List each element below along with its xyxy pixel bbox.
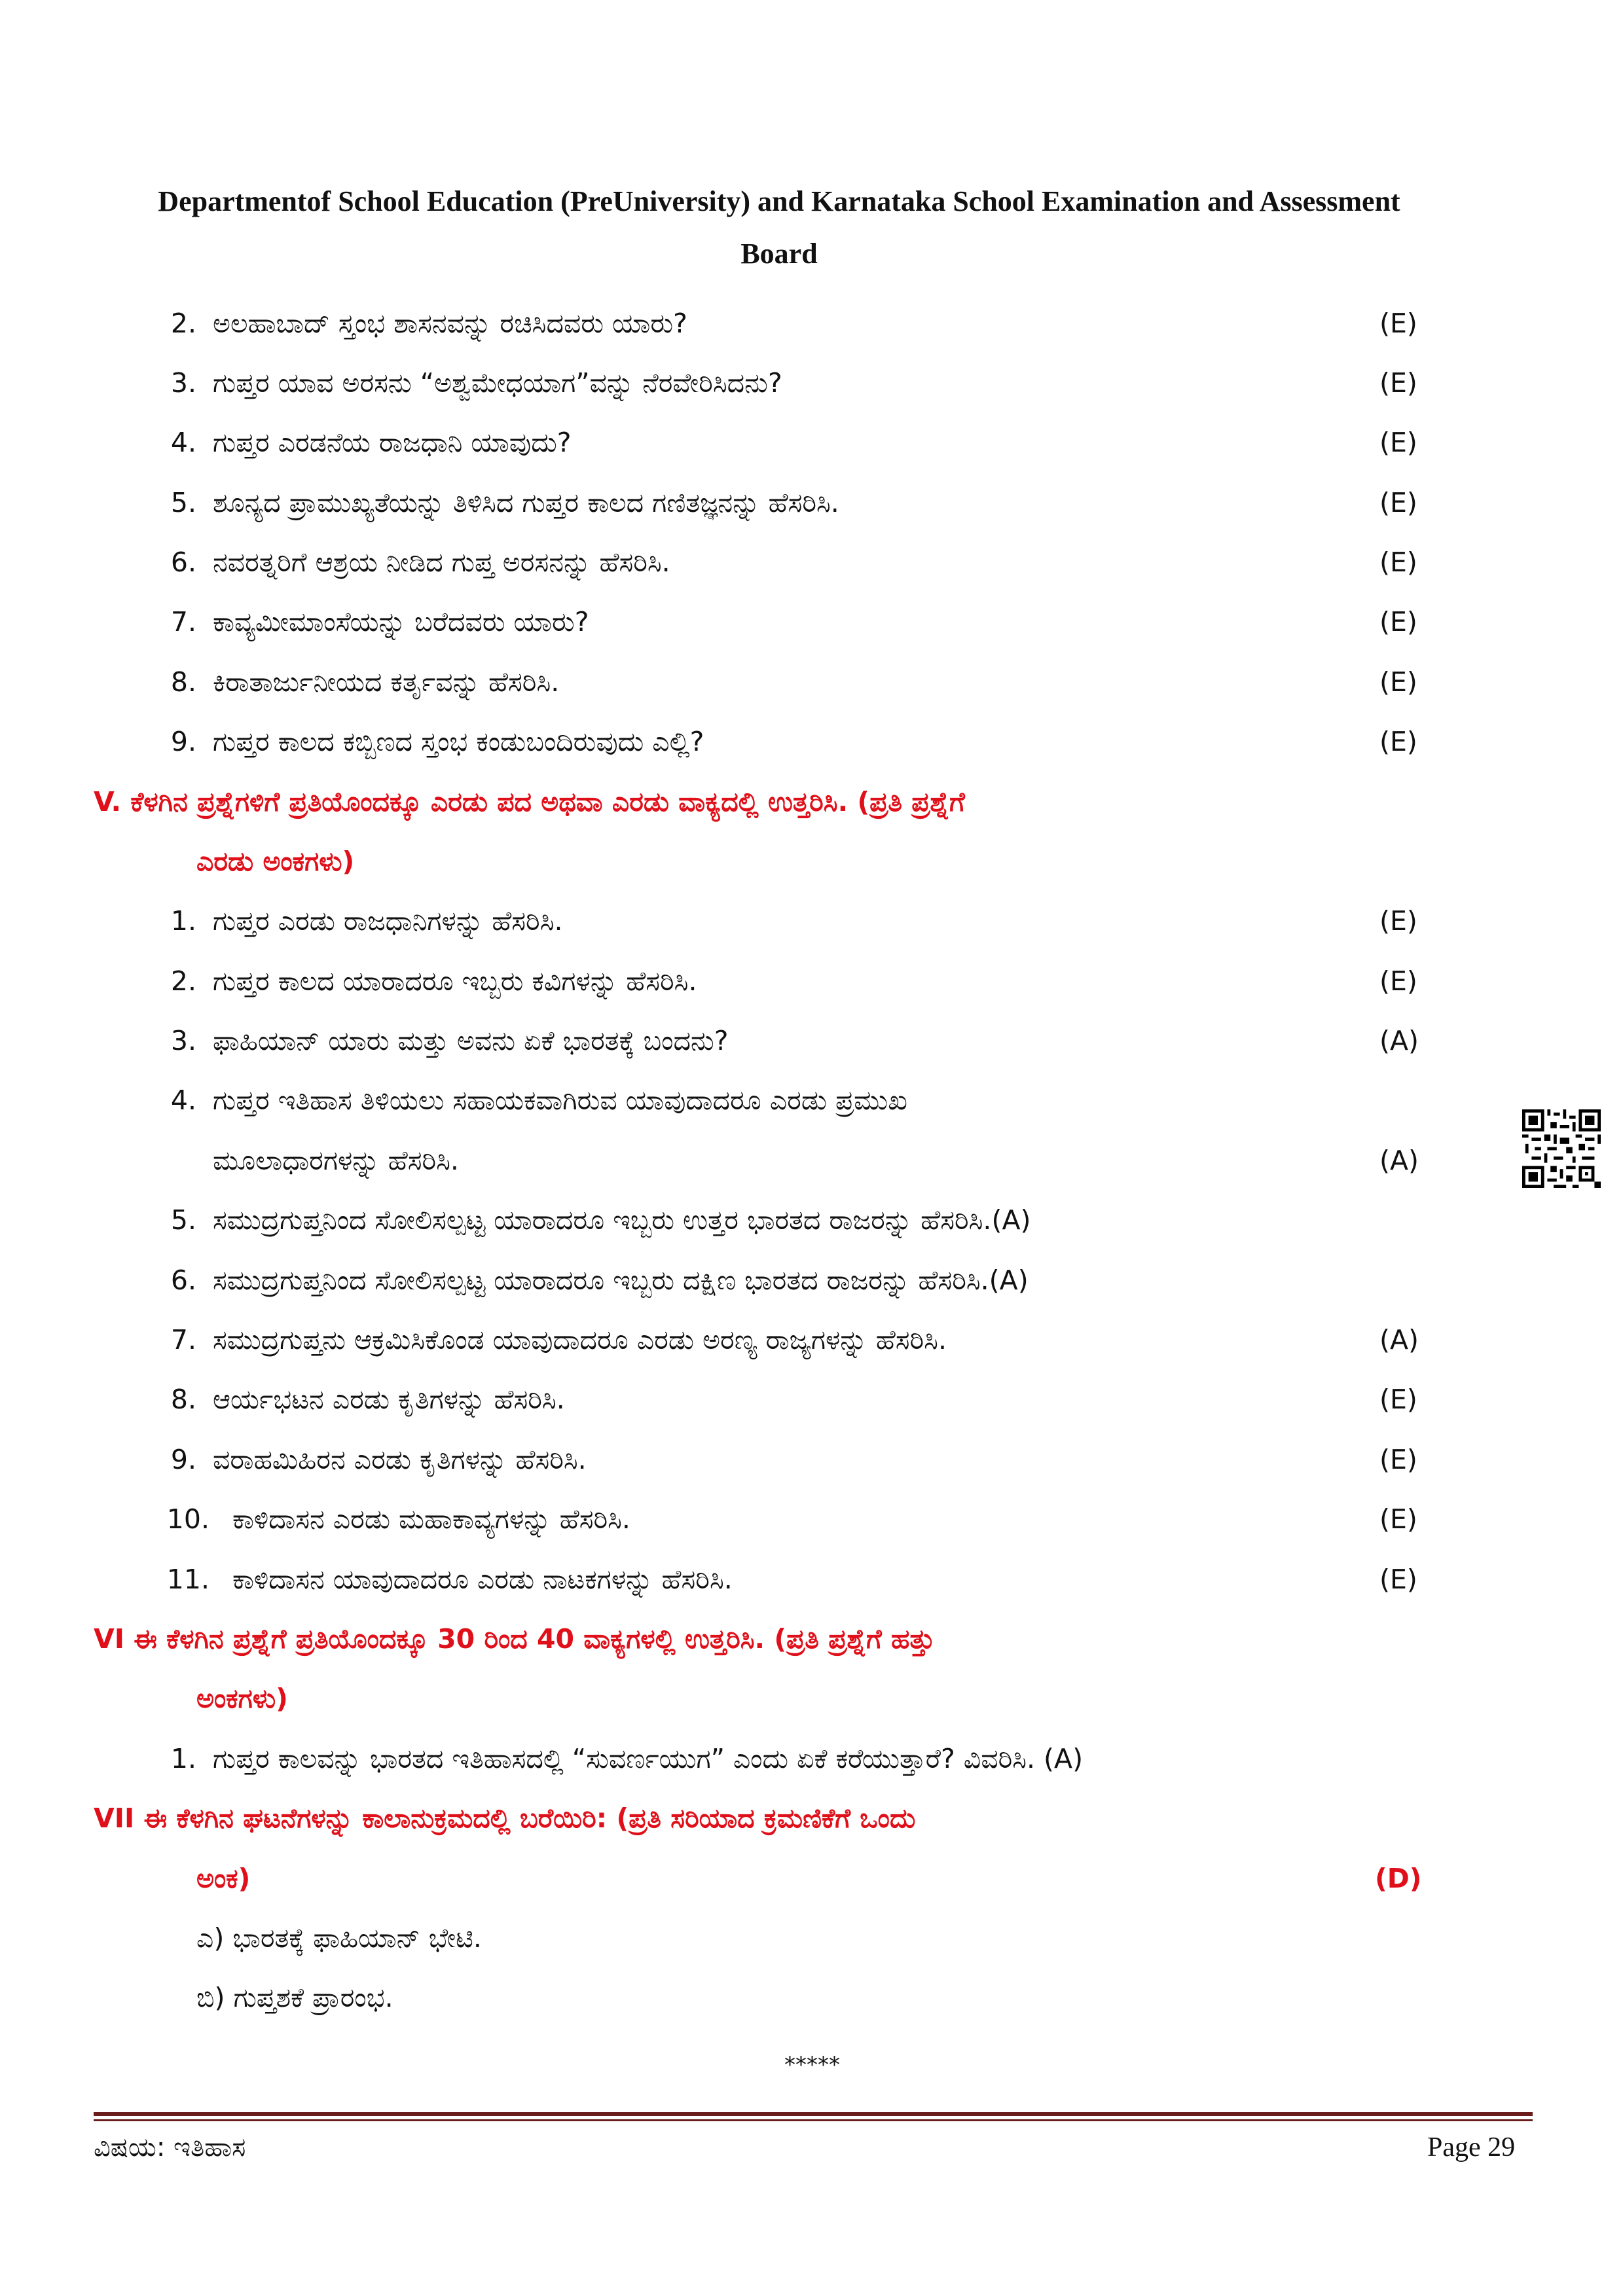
question-number: 6. [170,1265,196,1296]
question-text: ವರಾಹಮಿಹಿರನ ಎರಡು ಕೃತಿಗಳನ್ನು ಹೆಸರಿಸಿ. [213,1444,587,1475]
question-number: 3. [170,367,196,399]
question-text: ಗುಪ್ತರ ಕಾಲದ ಕಬ್ಬಿಣದ ಸ್ತಂಭ ಕಂಡುಬಂದಿರುವುದು ಎಲ್ಲಿ? [213,726,704,757]
question-number: 3. [170,1025,196,1056]
question-text: ಗುಪ್ತರ ಯಾವ ಅರಸನು “ಅಶ್ವಮೇಧಯಾಗ”ವನ್ನು ನೆರವೇರಿಸಿದನು? [213,367,782,399]
question-tag: (E) [1379,547,1417,578]
question-text: ಗುಪ್ತರ ಇತಿಹಾಸ ತಿಳಿಯಲು ಸಹಾಯಕವಾಗಿರುವ ಯಾವುದಾದರೂ ಎರಡು ಪ್ರಮುಖ [213,1085,908,1116]
footer-rule-thin [94,2119,1533,2121]
question-tag: (E) [1379,487,1417,518]
question-tag: (E) [1379,427,1417,458]
header-line-1: Departmentof School Education (PreUniversity) and Karnataka School Examination and Assessment [158,185,1400,217]
question-number: 2. [170,965,196,997]
qr-code-icon [1522,1109,1601,1188]
page-number: Page 29 [1427,2132,1516,2162]
section-v-heading-line-2: ಎರಡು ಅಂಕಗಳು) [196,846,355,877]
question-text: ಸಮುದ್ರಗುಪ್ತನು ಆಕ್ರಮಿಸಿಕೊಂಡ ಯಾವುದಾದರೂ ಎರಡು ಅರಣ್ಯ ರಾಜ್ಯಗಳನ್ನು ಹೆಸರಿಸಿ. [213,1324,947,1355]
question-tag: (A) [1379,1025,1419,1056]
ordering-item-a: ಎ) ಭಾರತಕ್ಕೆ ಫಾಹಿಯಾನ್ ಭೇಟಿ. [196,1922,482,1954]
question-number: 1. [170,1743,196,1774]
header-line-2: Board [740,238,818,270]
question-number: 2. [170,308,196,339]
question-text: ಸಮುದ್ರಗುಪ್ತನಿಂದ ಸೋಲಿಸಲ್ಪಟ್ಟ ಯಾರಾದರೂ ಇಬ್ಬರು ಉತ್ತರ ಭಾರತದ ರಾಜರನ್ನು ಹೆಸರಿಸಿ.(A) [213,1204,1031,1236]
question-text: ಸಮುದ್ರಗುಪ್ತನಿಂದ ಸೋಲಿಸಲ್ಪಟ್ಟ ಯಾರಾದರೂ ಇಬ್ಬರು ದಕ್ಷಿಣ ಭಾರತದ ರಾಜರನ್ನು ಹೆಸರಿಸಿ.(A) [213,1265,1029,1296]
ordering-item-b: ಬಿ) ಗುಪ್ತಶಕೆ ಪ್ರಾರಂಭ. [196,1982,393,2013]
question-number: 7. [170,606,196,637]
question-number: 9. [170,726,196,757]
question-number: 4. [170,427,196,458]
question-number: 9. [170,1444,196,1475]
question-text: ಆರ್ಯಭಟನ ಎರಡು ಕೃತಿಗಳನ್ನು ಹೆಸರಿಸಿ. [213,1384,565,1415]
question-number: 5. [170,487,196,518]
question-tag: (E) [1379,1564,1417,1595]
question-text: ಕಾಳಿದಾಸನ ಯಾವುದಾದರೂ ಎರಡು ನಾಟಕಗಳನ್ನು ಹೆಸರಿಸಿ. [232,1564,733,1595]
question-text: ನವರತ್ನರಿಗೆ ಆಶ್ರಯ ನೀಡಿದ ಗುಪ್ತ ಅರಸನನ್ನು ಹೆಸರಿಸಿ. [213,547,670,578]
question-number: 7. [170,1324,196,1355]
question-tag: (E) [1379,367,1417,399]
question-tag: (E) [1379,1444,1417,1475]
question-text: ಕಿರಾತಾರ್ಜುನೀಯದ ಕರ್ತೃವನ್ನು ಹೆಸರಿಸಿ. [213,666,560,698]
section-vi-heading-line-1: VI ಈ ಕೆಳಗಿನ ಪ್ರಶ್ನೆಗೆ ಪ್ರತಿಯೊಂದಕ್ಕೂ 30 ರಿಂದ 40 ವಾಕ್ಯಗಳಲ್ಲಿ ಉತ್ತರಿಸಿ. (ಪ್ರತಿ ಪ್ರಶ್ನೆಗೆ ಹತ್ತು [94,1623,935,1655]
question-tag: (E) [1379,308,1417,339]
section-vii-heading-line-1: VII ಈ ಕೆಳಗಿನ ಘಟನೆಗಳನ್ನು ಕಾಲಾನುಕ್ರಮದಲ್ಲಿ ಬರೆಯಿರಿ: (ಪ್ರತಿ ಸರಿಯಾದ ಕ್ರಮಣಿಕೆಗೆ ಒಂದು [94,1803,916,1834]
question-tag: (E) [1379,666,1417,698]
question-number: 4. [170,1085,196,1116]
question-text: ಶೂನ್ಯದ ಪ್ರಾಮುಖ್ಯತೆಯನ್ನು ತಿಳಿಸಿದ ಗುಪ್ತರ ಕಾಲದ ಗಣಿತಜ್ಞನನ್ನು ಹೆಸರಿಸಿ. [213,487,839,518]
question-number: 11. [166,1564,210,1595]
question-text: ಗುಪ್ತರ ಕಾಲದ ಯಾರಾದರೂ ಇಬ್ಬರು ಕವಿಗಳನ್ನು ಹೆಸರಿಸಿ. [213,965,697,997]
question-number: 5. [170,1204,196,1236]
section-vii-tag: (D) [1375,1863,1422,1894]
question-number: 8. [170,1384,196,1415]
question-tag: (E) [1379,606,1417,637]
footer-rule-thick [94,2112,1533,2116]
question-text: ಕಾಳಿದಾಸನ ಎರಡು ಮಹಾಕಾವ್ಯಗಳನ್ನು ಹೆಸರಿಸಿ. [232,1503,630,1535]
question-number: 10. [166,1503,210,1535]
question-number: 8. [170,666,196,698]
question-tag: (E) [1379,905,1417,937]
footer-subject: ವಿಷಯ: ಇತಿಹಾಸ [94,2132,246,2162]
question-number: 6. [170,547,196,578]
question-text: ಗುಪ್ತರ ಎರಡನೆಯ ರಾಜಧಾನಿ ಯಾವುದು? [213,427,572,458]
question-tag: (A) [1379,1145,1419,1176]
question-tag: (E) [1379,965,1417,997]
question-text: ಗುಪ್ತರ ಎರಡು ರಾಜಧಾನಿಗಳನ್ನು ಹೆಸರಿಸಿ. [213,905,563,937]
question-text: ಫಾಹಿಯಾನ್ ಯಾರು ಮತ್ತು ಅವನು ಏಕೆ ಭಾರತಕ್ಕೆ ಬಂದನು? [213,1025,729,1056]
question-tag: (E) [1379,726,1417,757]
question-text: ಮೂಲಾಧಾರಗಳನ್ನು ಹೆಸರಿಸಿ. [213,1145,459,1176]
question-text: ಕಾವ್ಯಮೀಮಾಂಸೆಯನ್ನು ಬರೆದವರು ಯಾರು? [213,606,589,637]
question-tag: (E) [1379,1384,1417,1415]
question-number: 1. [170,905,196,937]
page-header [0,175,1558,280]
question-tag: (E) [1379,1503,1417,1535]
section-vi-heading-line-2: ಅಂಕಗಳು) [196,1683,288,1714]
section-vii-heading-line-2: ಅಂಕ) [196,1863,251,1894]
end-marker: ***** [784,2052,840,2078]
question-tag: (A) [1379,1324,1419,1355]
section-v-heading-line-1: V. ಕೆಳಗಿನ ಪ್ರಶ್ನೆಗಳಿಗೆ ಪ್ರತಿಯೊಂದಕ್ಕೂ ಎರಡು ಪದ ಅಥವಾ ಎರಡು ವಾಕ್ಯದಲ್ಲಿ ಉತ್ತರಿಸಿ. (ಪ್ರತಿ ಪ್ರಶ್ನೆಗೆ [94,786,965,817]
question-text: ಅಲಹಾಬಾದ್ ಸ್ತಂಭ ಶಾಸನವನ್ನು ರಚಿಸಿದವರು ಯಾರು? [213,308,687,339]
question-text: ಗುಪ್ತರ ಕಾಲವನ್ನು ಭಾರತದ ಇತಿಹಾಸದಲ್ಲಿ “ಸುವರ್ಣಯುಗ” ಎಂದು ಏಕೆ ಕರೆಯುತ್ತಾರೆ? ವಿವರಿಸಿ. (A) [213,1743,1084,1774]
